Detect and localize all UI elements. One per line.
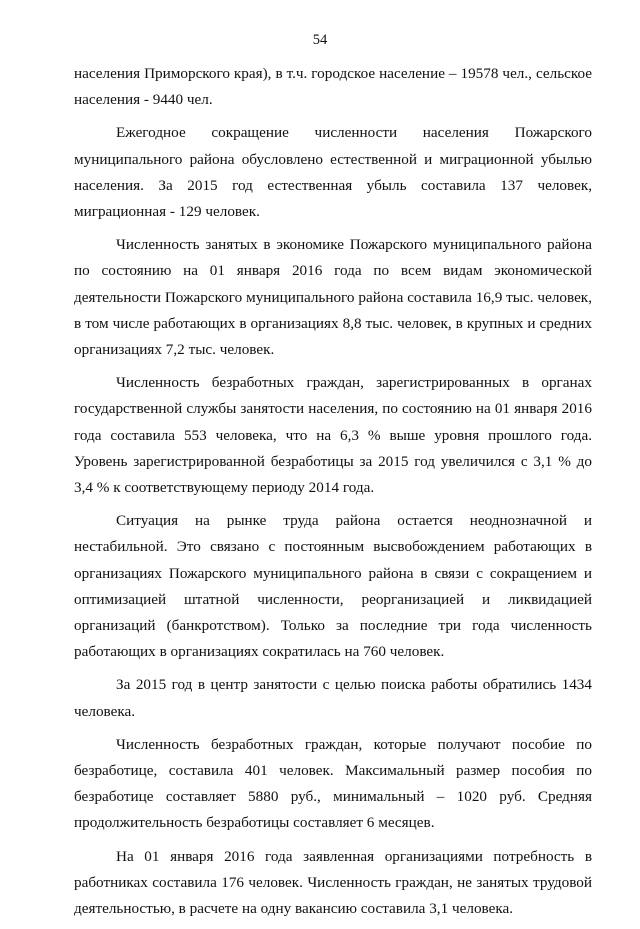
paragraph-population-decline: Ежегодное сокращение численности населения Пожарского муниципального района обусловлено естественной и миграционной убылью населения. За 2015 год естественная убыль составила 137 человек, миграционная - 129 человек. xyxy=(74,124,592,221)
paragraph-vacancies: На 01 января 2016 года заявленная организациями потребность в работниках составила 176 человек. Численность граждан, не занятых трудовой деятельностью, в расчете на одну вакансию составила 3,1 человека. xyxy=(74,847,592,918)
page-number: 54 xyxy=(312,32,328,48)
paragraph-employment-center: За 2015 год в центр занятости с целью поиска работы обратились 1434 человека. xyxy=(74,676,592,720)
paragraph-population-continued: населения Приморского края), в т.ч. городское население – 19578 чел., сельское населения - 9440 чел. xyxy=(74,65,592,109)
paragraph-labor-market: Ситуация на рынке труда района остается неоднозначной и нестабильной. Это связано с постоянным высвобождением работающих в организациях Пожарского муниципального района в связи с сокращением и оптимизацией штатной численности, реорганизацией и ликвидацией организаций (банкротством). Только за последние три года численность работающих в организациях сократилась на 760 человек. xyxy=(74,512,592,661)
paragraph-unemployment-benefits: Численность безработных граждан, которые получают пособие по безработице, составила 401 человек. Максимальный размер пособия по безработице составляет 5880 руб., минимальный – 1020 руб. Средняя продолжительность безработицы составляет 6 месяцев. xyxy=(74,735,592,832)
body-text xyxy=(74,61,592,929)
paragraph-employment: Численность занятых в экономике Пожарского муниципального района по состоянию на 01 января 2016 года по всем видам экономической деятельности Пожарского муниципального района составила 16,9 тыс. человек, в том числе работающих в организациях 8,8 тыс. человек, в крупных и средних организациях 7,2 тыс. человек. xyxy=(74,236,592,359)
paragraph-unemployed-registered: Численность безработных граждан, зарегистрированных в органах государственной службы занятости населения, по состоянию на 01 января 2016 года составила 553 человека, что на 6,3 % выше уровня прошлого года. Уровень зарегистрированной безработицы за 2015 год увеличился с 3,1 % до 3,4 % к соответствующему периоду 2014 года. xyxy=(74,374,592,497)
